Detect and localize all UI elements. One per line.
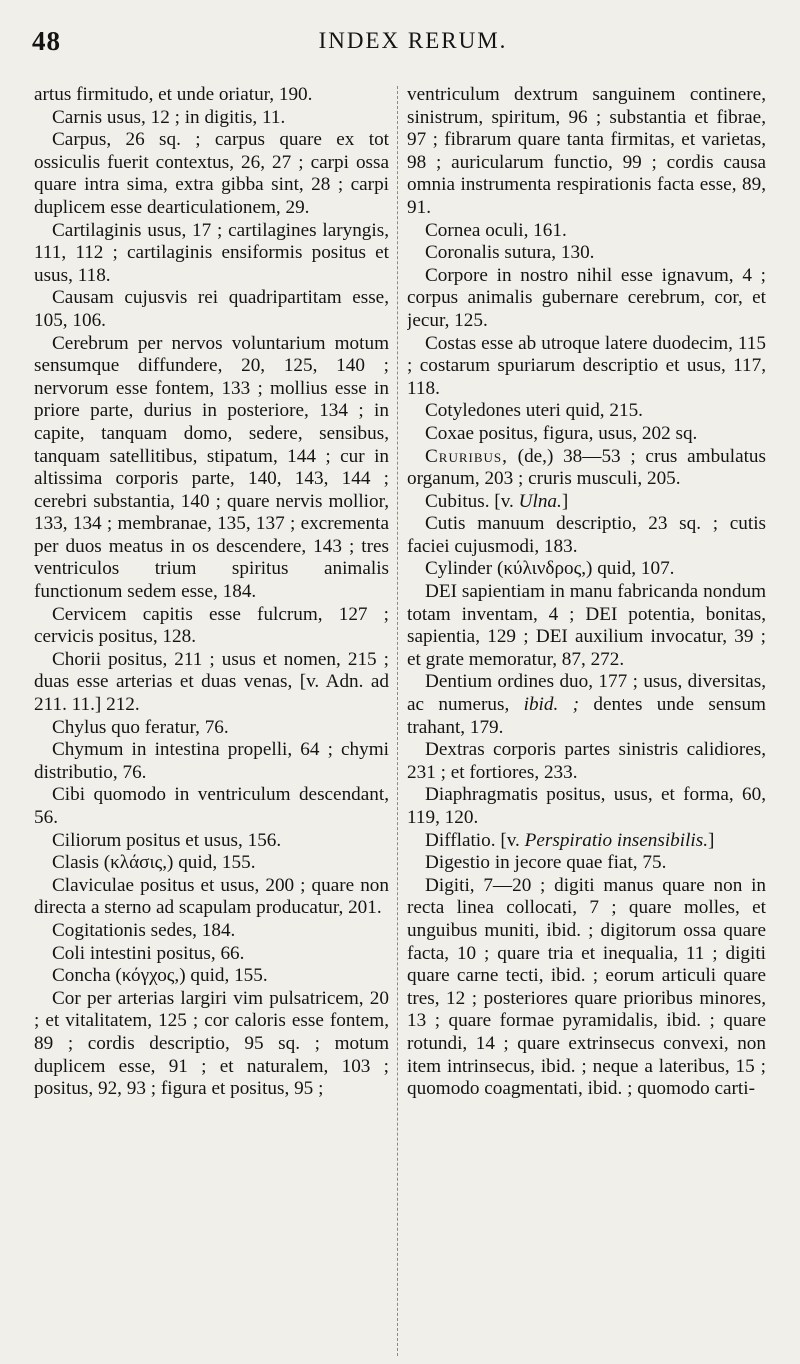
entry-headword: Cruribus, xyxy=(425,445,508,467)
index-entry xyxy=(407,220,766,243)
entry-text: Digestio in jecore quae fiat, 75. xyxy=(425,852,667,874)
entry-text: DEI sapientiam in manu fabricanda nondum totam inventam, 4 ; DEI potentia, bonitas, sapientia, 129 ; DEI auxilium invocatur, 39 ; et grate memoratur, 87, 272. xyxy=(407,581,766,670)
entry-text: Causam cujusvis rei quadripartitam esse, 105, 106. xyxy=(34,287,389,331)
index-entry xyxy=(34,107,389,130)
entry-text: Cartilaginis usus, 17 ; cartilagines laryngis, 111, 112 ; cartilaginis ensiformis positus et usus, 118. xyxy=(34,219,389,286)
entry-text-tail: ] xyxy=(561,490,569,512)
entry-text: Carnis usus, 12 ; in digitis, 11. xyxy=(52,106,286,128)
index-entry xyxy=(34,717,389,740)
entry-text: Cotyledones uteri quid, 215. xyxy=(425,400,643,422)
entry-text: Cutis manuum descriptio, 23 sq. ; cutis faciei cujusmodi, 183. xyxy=(407,513,766,557)
entry-text: Cerebrum per nervos voluntarium motum sensumque diffundere, 20, 125, 140 ; nervorum esse fontem, 133 ; mollius esse in priore parte, durius in posteriore, 134 ; in capite, tanquam domo, sedere, sensibus, tanquam satellitibus, stipatum, 144 ; cur in altissima corporis parte, 140, 143, 144 ; cerebri substantia, 140 ; quare nervis mollior, 133, 134 ; membranae, 135, 137 ; excrementa per duos meatus in os descendere, 143 ; tres ventriculos trium spiritus animalis functionum sedem esse, 184. xyxy=(34,332,389,603)
index-entry xyxy=(34,739,389,784)
entry-text: Chorii positus, 211 ; usus et nomen, 215 ; duas esse arterias et duas venas, [v. Adn. ad 211. 11.] 212. xyxy=(34,648,389,716)
index-entry xyxy=(407,513,766,558)
index-entry xyxy=(407,400,766,423)
entry-text: Chylus quo feratur, 76. xyxy=(52,716,229,738)
index-entry xyxy=(34,988,389,1101)
entry-text: Coronalis sutura, 130. xyxy=(425,242,595,264)
index-entry xyxy=(407,84,766,220)
entry-text: Cibi quomodo in ventriculum descendant, 56. xyxy=(34,784,389,828)
entry-text: Cor per arterias largiri vim pulsatricem, 20 ; et vitalitatem, 125 ; cor caloris esse fontem, 89 ; cordis descriptio, 95 sq. ; motum duplicem esse, 91 ; et naturalem, 103 ; positus, 92, 93 ; figura et positus, 95 ; xyxy=(34,987,389,1100)
entry-text: Costas esse ab utroque latere duodecim, 115 ; costarum spuriarum descriptio et usus, 117, 118. xyxy=(407,332,766,399)
entry-text-tail: dentes unde sensum trahant, 179. xyxy=(407,694,766,738)
entry-text: Cylinder (κύλινδρος,) quid, 107. xyxy=(425,558,675,580)
index-entry xyxy=(34,84,389,107)
index-entry xyxy=(407,242,766,265)
index-entry xyxy=(34,943,389,966)
index-entry xyxy=(407,265,766,333)
index-entry xyxy=(34,649,389,717)
entry-italic: Perspiratio insensibilis. xyxy=(524,829,709,851)
entry-text: ventriculum dextrum sanguinem continere, sinistrum, spiritum, 96 ; substantia et fibrae, 97 ; fibrarum quare tanta firmitas, et varietas, 98 ; auricularum functio, 99 ; cordis causa omnia instrumenta respirationis facta esse, 89, 91. xyxy=(407,84,766,218)
entry-text: Cogitationis sedes, 184. xyxy=(52,919,236,941)
entry-text: Chymum in intestina propelli, 64 ; chymi distributio, 76. xyxy=(34,739,389,783)
index-entry xyxy=(407,491,766,514)
index-entry xyxy=(34,875,389,920)
entry-text-tail: ] xyxy=(708,829,715,851)
index-entry xyxy=(407,333,766,401)
entry-text: Coli intestini positus, 66. xyxy=(52,942,245,964)
index-entry xyxy=(407,581,766,671)
entry-text: Cervicem capitis esse fulcrum, 127 ; cervicis positus, 128. xyxy=(34,603,389,648)
index-entry xyxy=(34,920,389,943)
entry-italic: Ulna. xyxy=(518,490,562,512)
index-entry xyxy=(34,784,389,829)
index-entry xyxy=(407,739,766,784)
index-entry xyxy=(407,875,766,1101)
index-entry xyxy=(34,830,389,853)
entry-text: Clasis (κλάσις,) quid, 155. xyxy=(52,852,256,874)
index-entry xyxy=(407,423,766,446)
page-number: 48 xyxy=(32,26,61,56)
entry-text: Claviculae positus et usus, 200 ; quare non directa a sterno ad scapulam producatur, 201. xyxy=(34,874,389,919)
column-divider xyxy=(397,86,398,1356)
entry-text: Dextras corporis partes sinistris calidiores, 231 ; et fortiores, 233. xyxy=(407,739,766,783)
entry-text: Diaphragmatis positus, usus, et forma, 60, 119, 120. xyxy=(407,784,766,828)
entry-text: Carpus, 26 sq. ; carpus quare ex tot ossiculis fuerit contextus, 26, 27 ; carpi ossa quare intra sima, extra gibba sint, 28 ; carpi duplicem esse dearticulationem, 29. xyxy=(34,129,389,218)
entry-text: Cornea oculi, 161. xyxy=(425,219,567,241)
index-entry xyxy=(407,446,766,491)
left-column xyxy=(34,84,389,1359)
running-title: INDEX RERUM. xyxy=(318,28,508,53)
entry-text: Concha (κόγχος,) quid, 155. xyxy=(52,965,268,987)
index-entry xyxy=(34,965,389,988)
index-entry xyxy=(407,671,766,739)
index-entry xyxy=(34,333,389,604)
entry-text: Cubitus. [v. xyxy=(425,490,519,512)
entry-italic: ibid. ; xyxy=(523,694,580,716)
index-entry xyxy=(34,129,389,219)
index-entry xyxy=(34,604,389,649)
right-column xyxy=(407,84,766,1359)
page-header xyxy=(32,26,764,66)
entry-text: Difflatio. [v. xyxy=(425,829,525,851)
entry-text: Corpore in nostro nihil esse ignavum, 4 ; corpus animalis gubernare cerebrum, cor, et jecur, 125. xyxy=(407,264,766,331)
entry-text: (de,) 38—53 ; crus ambulatus organum, 203 ; cruris musculi, 205. xyxy=(407,445,766,490)
index-entry xyxy=(34,287,389,332)
index-entry xyxy=(407,558,766,581)
entry-text: artus firmitudo, et unde oriatur, 190. xyxy=(34,84,313,105)
entry-text: Coxae positus, figura, usus, 202 sq. xyxy=(425,422,698,444)
entry-text: Ciliorum positus et usus, 156. xyxy=(52,829,282,851)
index-entry xyxy=(407,852,766,875)
index-entry xyxy=(34,852,389,875)
index-entry xyxy=(34,220,389,288)
index-entry xyxy=(407,784,766,829)
entry-text: Dentium ordines duo, 177 ; usus, diversitas, ac numerus, xyxy=(407,671,766,716)
index-entry xyxy=(407,830,766,853)
entry-text: Digiti, 7—20 ; digiti manus quare non in recta linea collocati, 7 ; quare molles, et unguibus muniti, ibid. ; digitorum ossa quare facta, 10 ; quare tria et inequalia, 11 ; digiti quare carne tecti, ibid. ; eorum articuli quare tres, 12 ; posteriores quare prioribus minores, 13 ; quare formae pyramidalis, ibid. ; quare rotundi, 14 ; quare extrinsecus convexi, non item intrinsecus, ibid. ; neque a lateribus, 15 ; quomodo coagmentati, ibid. ; quomodo carti- xyxy=(407,874,766,1100)
